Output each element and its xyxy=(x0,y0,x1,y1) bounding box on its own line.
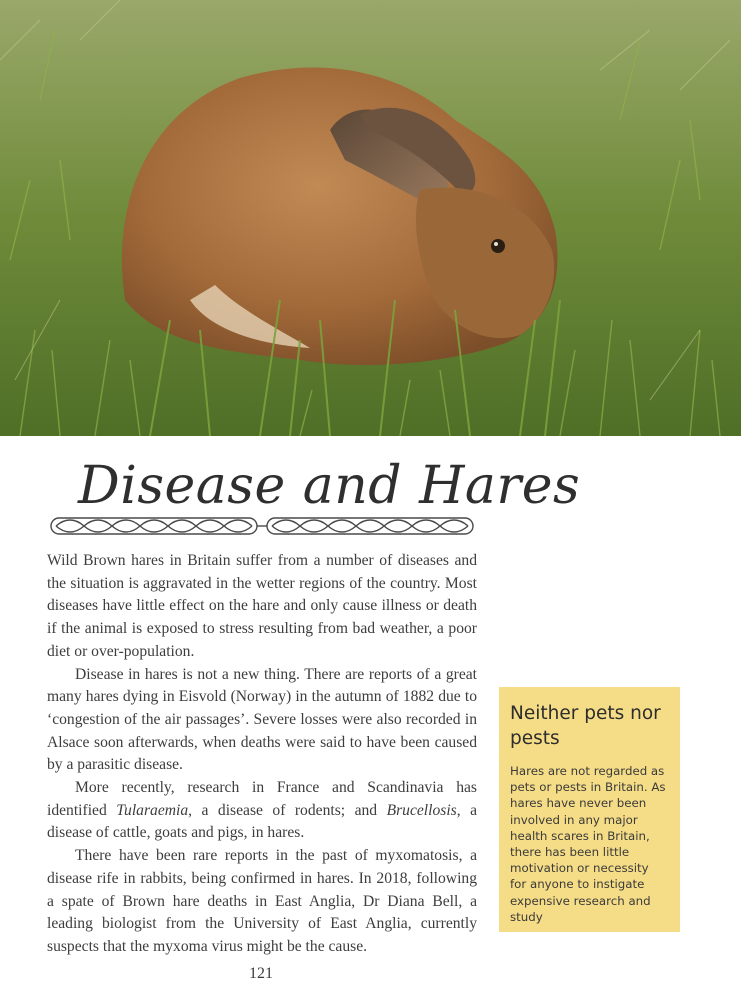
paragraph-3-part-a: More recently, research in France and Scandinavia has identified xyxy=(47,779,477,819)
page-title: Disease and Hares xyxy=(78,456,581,516)
paragraph-3 xyxy=(47,777,477,845)
paragraph-1: Wild Brown hares in Britain suffer from a number of diseases and the situation is aggravated in the wetter regions of the country. Most diseases have little effect on the hare and only cause illness or death if the animal is exposed to stress resulting from bad weather, a poor diet or over-population. xyxy=(47,552,477,660)
paragraph-4: There have been rare reports in the past of myxomatosis, a disease rife in rabbits, being confirmed in hares. In 2018, following a spate of Brown hare deaths in East Anglia, Dr Diana Bell, a leading biologist from the University of East Anglia, currently suspects that the myxoma virus might be the cause. xyxy=(47,847,477,955)
hare-photo xyxy=(0,0,741,436)
hare-illustration xyxy=(0,0,741,436)
paragraph-3-part-e: , a disease of cattle, goats and pigs, in hares. xyxy=(47,801,478,842)
paragraph-2: Disease in hares is not a new thing. There are reports of a great many hares dying in Eisvold (Norway) in the autumn of 1882 due to ‘congestion of the air passages’. Severe losses were also recorded in Alsace soon afterwards, when deaths were said to have been caused by a parasitic disease. xyxy=(47,665,477,774)
page-number: 121 xyxy=(249,965,273,982)
sidebar-heading: Neither pets nor pests xyxy=(510,703,661,749)
tularaemia-term: Tularaemia xyxy=(116,801,189,819)
brucellosis-term: Brucellosis xyxy=(386,801,457,819)
celtic-knot-divider xyxy=(50,516,474,536)
article-body xyxy=(47,550,477,959)
sidebar-box xyxy=(499,687,680,932)
paragraph-3-part-c: , a disease of rodents; and xyxy=(188,801,387,819)
sidebar-text: Hares are not regarded as pets or pests in Britain. As hares have never been involved in any major health scares in Britain, there has been little motivation or necessity for anyone to instigate expensive research and study xyxy=(510,764,666,924)
